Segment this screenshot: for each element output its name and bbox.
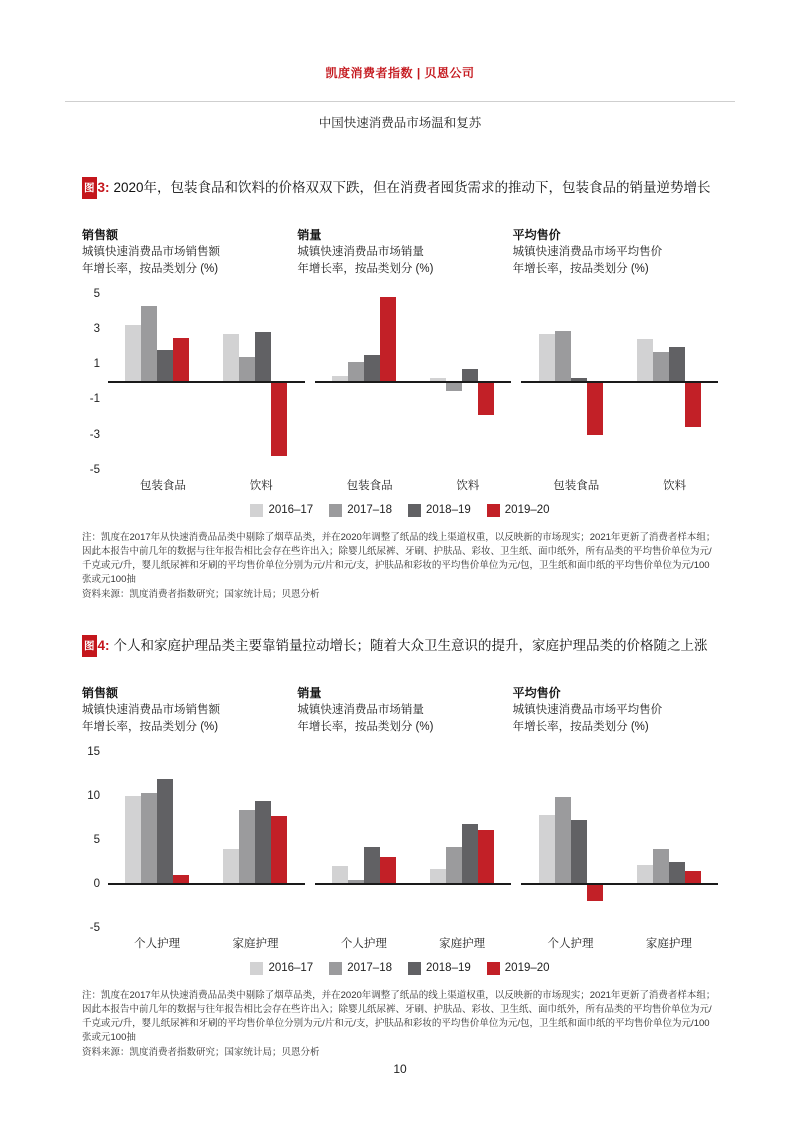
figure-number: 3: — [97, 180, 110, 195]
x-axis-line — [315, 883, 512, 885]
legend-item — [487, 962, 550, 975]
figure-4-charts — [82, 745, 718, 951]
y-tick-label: 10 — [87, 789, 100, 802]
plot-area — [521, 752, 718, 928]
bar-2017–18 — [141, 306, 157, 382]
legend-swatch — [329, 504, 342, 517]
bar-2016–17 — [125, 796, 141, 884]
category-label: 家庭护理 — [232, 937, 279, 950]
bar-2016–17 — [539, 815, 555, 884]
legend-label: 2016–17 — [268, 962, 314, 975]
bar-2018–19 — [157, 350, 173, 382]
bar-2019–20 — [173, 338, 189, 382]
legend-label: 2017–18 — [347, 504, 392, 517]
legend-label: 2018–19 — [426, 962, 471, 975]
legend-item — [329, 962, 392, 975]
figure-3-title — [82, 177, 718, 199]
chart-panel — [521, 752, 718, 951]
bar-group — [332, 752, 396, 928]
bar-2018–19 — [255, 332, 271, 381]
y-tick-label: -1 — [89, 393, 100, 406]
bar-2018–19 — [669, 347, 685, 382]
panel-subtitle: 城镇快速消费品市场销售额 — [82, 704, 220, 717]
panel-title-sales — [82, 685, 287, 736]
bar-2019–20 — [380, 857, 396, 883]
bar-2017–18 — [239, 357, 255, 382]
legend-item — [408, 504, 471, 517]
category-label: 饮料 — [456, 479, 480, 492]
panel-title-label: 销量 — [297, 228, 322, 242]
panel-subtitle2: 年增长率，按品类划分 (%) — [82, 263, 219, 276]
bar-group — [430, 752, 494, 928]
y-tick-label: 15 — [87, 745, 100, 758]
legend-label: 2018–19 — [426, 504, 471, 517]
bar-2019–20 — [478, 830, 494, 884]
bar-2016–17 — [125, 325, 141, 381]
panel-title-price — [513, 227, 718, 278]
chart-panel — [521, 294, 718, 493]
legend-swatch — [250, 962, 263, 975]
panel-titles-row — [82, 227, 718, 278]
panel-subtitle: 城镇快速消费品市场平均售价 — [512, 704, 663, 717]
category-label: 包装食品 — [139, 479, 186, 492]
panel-subtitle: 城镇快速消费品市场平均售价 — [512, 246, 663, 259]
bar-2018–19 — [571, 820, 587, 883]
bar-2019–20 — [478, 382, 494, 415]
bar-group — [223, 752, 287, 928]
panel-title-label: 销售额 — [82, 685, 119, 700]
note-text: 注：凯度在2017年从快速消费品品类中剔除了烟草品类，并在2020年调整了纸品的线上渠道权重，以反映新的市场现实；2021年更新了消费者样本组；因此本报告中前几年的数据与往年报告相比会存在些许出入；除婴儿纸尿裤、牙刷、护肤品、彩妆、卫生纸、面巾纸外，所有品类的平均售价单位为元/千克或元/升，婴儿纸尿裤和牙刷的平均售价单位分别为元/片和元/支，护肤品和彩妆的平均售价单位为元/包，卫生纸和面巾纸的平均售价单位为元/100张或元100抽 — [82, 989, 716, 1044]
panel-title-volume — [297, 227, 502, 278]
legend-swatch — [408, 962, 421, 975]
plot-area — [108, 294, 305, 470]
legend-item — [408, 962, 471, 975]
y-tick-label: 3 — [93, 322, 100, 335]
panel-subtitle2: 年增长率，按品类划分 (%) — [297, 721, 434, 734]
bar-2016–17 — [430, 869, 446, 884]
y-tick-label: -5 — [89, 463, 100, 476]
category-label: 饮料 — [249, 479, 273, 492]
x-axis-line — [108, 883, 305, 885]
category-label: 包装食品 — [553, 479, 600, 492]
header-divider — [65, 101, 735, 102]
category-labels — [521, 477, 718, 493]
figure-3-charts — [82, 287, 718, 493]
bar-2017–18 — [239, 810, 255, 884]
category-label: 家庭护理 — [645, 937, 692, 950]
figure-3-notes — [82, 531, 718, 602]
source-text: 资料来源：凯度消费者指数研究；国家统计局；贝恩分析 — [82, 1046, 320, 1058]
legend-item — [250, 962, 313, 975]
panel-subtitle: 城镇快速消费品市场销量 — [297, 246, 424, 259]
panel-title-label: 平均售价 — [512, 228, 561, 242]
figure-4-title — [82, 635, 718, 657]
figure-title-text: 2020年，包装食品和饮料的价格双双下跌，但在消费者囤货需求的推动下，包装食品的销量逆势增长 — [113, 180, 711, 195]
bar-group — [125, 752, 189, 928]
figure-4-notes — [82, 989, 718, 1060]
legend-item — [329, 504, 392, 517]
note-text: 注：凯度在2017年从快速消费品品类中剔除了烟草品类，并在2020年调整了纸品的线上渠道权重，以反映新的市场现实；2021年更新了消费者样本组；因此本报告中前几年的数据与往年报告相比会存在些许出入；除婴儿纸尿裤、牙刷、护肤品、彩妆、卫生纸、面巾纸外，所有品类的平均售价单位为元/千克或元/升，婴儿纸尿裤和牙刷的平均售价单位分别为元/片和元/支，护肤品和彩妆的平均售价单位为元/包，卫生纸和面巾纸的平均售价单位为元/100张或元100抽 — [82, 531, 716, 586]
y-tick-label: 0 — [93, 877, 100, 890]
category-label: 包装食品 — [346, 479, 393, 492]
figure-4 — [82, 635, 718, 1060]
bar-2016–17 — [332, 866, 348, 884]
y-tick-label: 5 — [93, 287, 100, 300]
legend-swatch — [487, 962, 500, 975]
panel-subtitle: 城镇快速消费品市场销量 — [297, 704, 424, 717]
category-labels — [108, 477, 305, 493]
report-subtitle: 中国快速消费品市场温和复苏 — [318, 116, 482, 130]
chart-panel — [82, 745, 305, 951]
bar-group — [637, 752, 701, 928]
source-text: 资料来源：凯度消费者指数研究；国家统计局；贝恩分析 — [82, 588, 320, 600]
panel-title-price — [513, 685, 718, 736]
figure-badge: 图 — [82, 635, 97, 657]
y-tick-label: -5 — [89, 921, 100, 934]
legend-label: 2016–17 — [268, 504, 314, 517]
category-labels — [315, 935, 512, 951]
bar-2019–20 — [271, 816, 287, 884]
legend-label: 2019–20 — [504, 962, 550, 975]
bar-2017–18 — [653, 352, 669, 382]
panel-subtitle2: 年增长率，按品类划分 (%) — [512, 721, 649, 734]
plot-area — [315, 752, 512, 928]
bar-2018–19 — [462, 824, 478, 884]
plot-area — [521, 294, 718, 470]
figure-3-legend — [82, 504, 718, 517]
bar-2019–20 — [380, 297, 396, 381]
bar-2019–20 — [685, 382, 701, 428]
figure-4-legend — [82, 962, 718, 975]
legend-swatch — [329, 962, 342, 975]
bar-2016–17 — [223, 334, 239, 382]
bar-2018–19 — [364, 847, 380, 884]
figure-3 — [82, 177, 718, 602]
bar-2017–18 — [555, 331, 571, 382]
panel-titles-row — [82, 685, 718, 736]
bar-2017–18 — [446, 382, 462, 391]
x-axis-line — [108, 381, 305, 383]
chart-panel — [315, 752, 512, 951]
bar-2018–19 — [157, 779, 173, 884]
legend-label: 2017–18 — [347, 962, 392, 975]
category-label: 个人护理 — [340, 937, 387, 950]
legend-item — [250, 504, 313, 517]
bar-2019–20 — [587, 382, 603, 435]
figure-number: 4: — [97, 637, 110, 653]
figure-title-text: 个人和家庭护理品类主要靠销量拉动增长；随着大众卫生意识的提升，家庭护理品类的价格随之上涨 — [113, 637, 708, 653]
x-axis-line — [521, 381, 718, 383]
chart-panel — [82, 287, 305, 493]
y-axis — [82, 287, 102, 476]
legend-swatch — [250, 504, 263, 517]
bar-2017–18 — [141, 793, 157, 884]
category-label: 饮料 — [663, 479, 687, 492]
bar-group — [539, 752, 603, 928]
bar-2019–20 — [587, 884, 603, 902]
bar-2016–17 — [637, 339, 653, 381]
category-label: 个人护理 — [134, 937, 181, 950]
bar-2017–18 — [555, 797, 571, 883]
bar-2018–19 — [255, 801, 271, 884]
category-labels — [521, 935, 718, 951]
category-labels — [315, 477, 512, 493]
bar-2019–20 — [271, 382, 287, 456]
x-axis-line — [315, 381, 512, 383]
panel-subtitle2: 年增长率，按品类划分 (%) — [82, 721, 219, 734]
figure-badge: 图 — [82, 177, 97, 199]
panel-subtitle2: 年增长率，按品类划分 (%) — [512, 263, 649, 276]
panel-subtitle2: 年增长率，按品类划分 (%) — [297, 263, 434, 276]
bar-2016–17 — [539, 334, 555, 382]
chart-panel — [315, 294, 512, 493]
bar-2018–19 — [364, 355, 380, 381]
plot-area — [315, 294, 512, 470]
y-tick-label: 5 — [93, 833, 100, 846]
legend-item — [487, 504, 550, 517]
category-label: 个人护理 — [547, 937, 594, 950]
bar-2016–17 — [223, 849, 239, 883]
bar-2017–18 — [446, 847, 462, 884]
bar-2018–19 — [669, 862, 685, 884]
bar-2017–18 — [348, 362, 364, 381]
plot-area — [108, 752, 305, 928]
report-header-brand: 凯度消费者指数 | 贝恩公司 — [325, 66, 475, 80]
page-number: 10 — [393, 1062, 407, 1076]
bar-2016–17 — [637, 865, 653, 883]
legend-label: 2019–20 — [504, 504, 550, 517]
panel-title-label: 销售额 — [82, 228, 119, 242]
y-tick-label: 1 — [93, 358, 100, 371]
category-labels — [108, 935, 305, 951]
legend-swatch — [487, 504, 500, 517]
y-axis — [82, 745, 102, 934]
panel-title-label: 平均售价 — [512, 685, 561, 700]
x-axis-line — [521, 883, 718, 885]
panel-title-sales — [82, 227, 287, 278]
legend-swatch — [408, 504, 421, 517]
panel-subtitle: 城镇快速消费品市场销售额 — [82, 246, 220, 259]
bar-2017–18 — [653, 849, 669, 883]
y-tick-label: -3 — [89, 428, 100, 441]
panel-title-volume — [297, 685, 502, 736]
panel-title-label: 销量 — [297, 685, 322, 700]
category-label: 家庭护理 — [439, 937, 486, 950]
